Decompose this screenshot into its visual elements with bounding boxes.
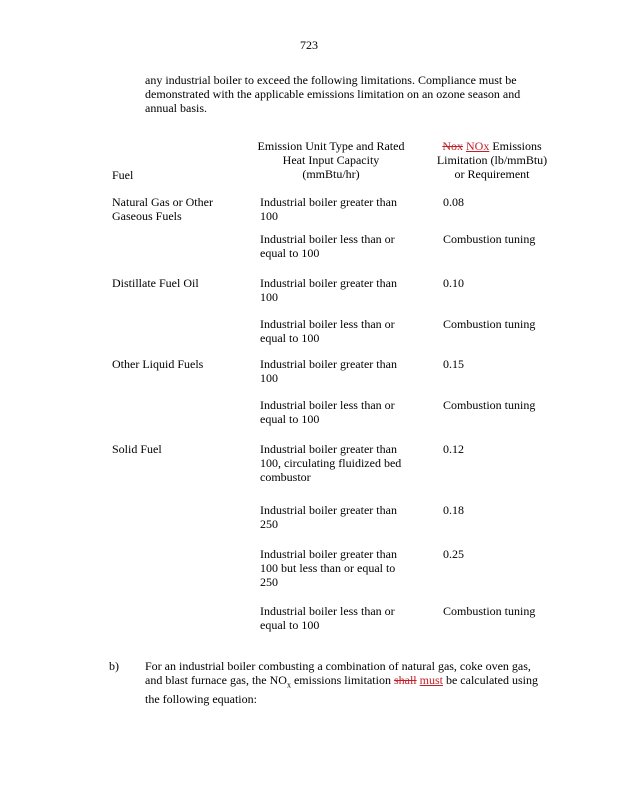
row-7-limit: 0.12 <box>443 442 464 456</box>
row-3-fuel: Distillate Fuel Oil <box>112 276 199 290</box>
header-fuel: Fuel <box>112 168 134 182</box>
intro-paragraph: any industrial boiler to exceed the following limitations. Compliance must be demonstrated with the applicable emissions limitation on an ozone season and annual basis. <box>145 73 521 115</box>
row-6-limit: Combustion tuning <box>443 398 536 412</box>
row-3-limit: 0.10 <box>443 276 464 290</box>
row-2-limit: Combustion tuning <box>443 232 536 246</box>
section-b-text-mid: emissions limitation <box>290 673 394 687</box>
row-5-fuel: Other Liquid Fuels <box>112 357 204 371</box>
row-3-unit: Industrial boiler greater than 100 <box>260 276 397 304</box>
row-10-limit: Combustion tuning <box>443 604 536 618</box>
row-2-unit: Industrial boiler less than or equal to 100 <box>260 232 395 260</box>
row-7-fuel: Solid Fuel <box>112 442 162 456</box>
section-b-text-after: be calculated using the following equation: <box>145 673 538 707</box>
header-emission-unit: Emission Unit Type and Rated Heat Input Capacity (mmBtu/hr) <box>257 139 405 181</box>
row-10-unit: Industrial boiler less than or equal to 100 <box>260 604 395 632</box>
section-b-inserted: must <box>419 673 443 687</box>
row-1-fuel: Natural Gas or Other Gaseous Fuels <box>112 195 213 223</box>
section-b-deleted: shall <box>393 673 417 687</box>
row-5-limit: 0.15 <box>443 357 464 371</box>
page-number: 723 <box>300 38 318 52</box>
row-8-limit: 0.18 <box>443 503 464 517</box>
row-9-unit: Industrial boiler greater than 100 but less than or equal to 250 <box>260 547 397 589</box>
row-1-limit: 0.08 <box>443 195 464 209</box>
section-b-text-before: For an industrial boiler combusting a combination of natural gas, coke oven gas, and blast furnace gas, the NO <box>145 659 531 687</box>
row-1-unit: Industrial boiler greater than 100 <box>260 195 397 223</box>
row-8-unit: Industrial boiler greater than 250 <box>260 503 397 531</box>
row-7-unit: Industrial boiler greater than 100, circulating fluidized bed combustor <box>260 442 402 484</box>
section-b-paragraph <box>145 659 545 706</box>
inserted-nox-text: NOx <box>465 139 490 153</box>
header-limit-rest: Emissions Limitation (lb/mmBtu) or Requirement <box>436 139 548 181</box>
row-9-limit: 0.25 <box>443 547 464 561</box>
section-b-subscript: x <box>286 680 291 690</box>
row-4-limit: Combustion tuning <box>443 317 536 331</box>
row-6-unit: Industrial boiler less than or equal to 100 <box>260 398 395 426</box>
header-emissions-limitation <box>432 139 552 181</box>
section-b-label: b) <box>109 659 119 673</box>
row-4-unit: Industrial boiler less than or equal to 100 <box>260 317 395 345</box>
row-5-unit: Industrial boiler greater than 100 <box>260 357 397 385</box>
deleted-nox-text: Nox <box>442 139 463 153</box>
